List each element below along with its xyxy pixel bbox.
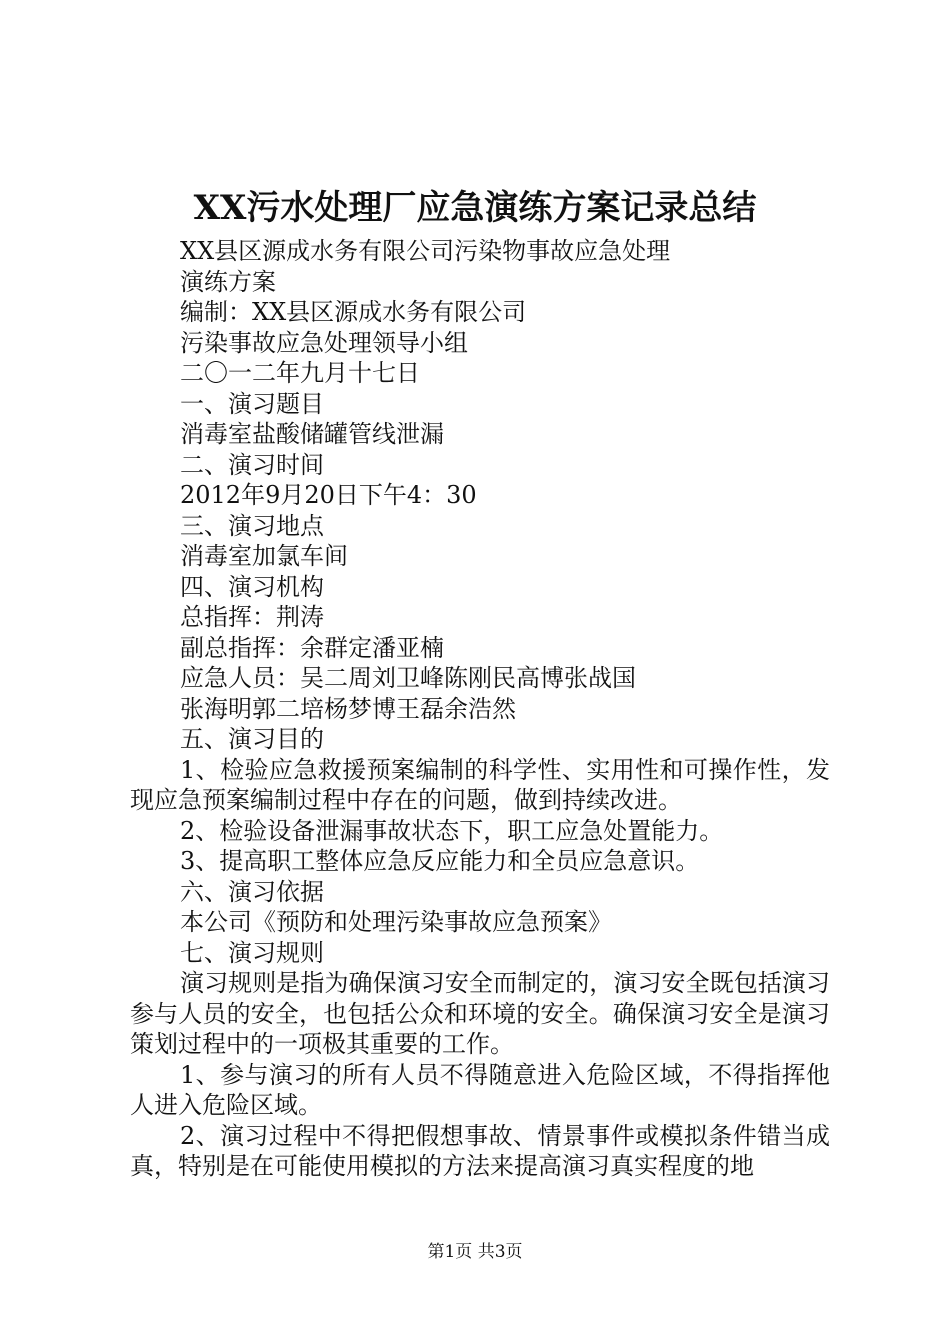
section-text: 消毒室盐酸储罐管线泄漏 bbox=[180, 420, 444, 448]
section-text: 本公司《预防和处理污染事故应急预案》 bbox=[180, 908, 612, 936]
section-heading: 四、演习机构 bbox=[180, 572, 324, 601]
section-text: 副总指挥：余群定潘亚楠 bbox=[180, 633, 444, 662]
section-heading: 三、演习地点 bbox=[180, 511, 324, 540]
page-number-footer: 第1页 共3页 bbox=[427, 1242, 523, 1262]
date-line: 二〇一二年九月十七日 bbox=[180, 359, 420, 387]
paragraph: 1、参与演习的所有人员不得随意进入危险区域，不得指挥他人进入危险区域。 bbox=[130, 1060, 830, 1119]
paragraph: 2、检验设备泄漏事故状态下，职工应急处置能力。 bbox=[180, 816, 724, 845]
section-heading: 二、演习时间 bbox=[180, 450, 324, 479]
header-line: 演练方案 bbox=[180, 267, 276, 296]
paragraph: 演习规则是指为确保演习安全而制定的，演习安全既包括演习参与人员的安全，也包括公众和环境的安全。确保演习安全是演习策划过程中的一项极其重要的工作。 bbox=[130, 969, 830, 1058]
section-text: 总指挥：荆涛 bbox=[180, 603, 324, 631]
author-line: 编制：XX县区源成水务有限公司 bbox=[180, 298, 527, 326]
paragraph: 2、演习过程中不得把假想事故、情景事件或模拟条件错当成真，特别是在可能使用模拟的方法来提高演习真实程度的地 bbox=[130, 1121, 830, 1180]
section-heading: 七、演习规则 bbox=[180, 938, 324, 967]
author-line: 污染事故应急处理领导小组 bbox=[180, 328, 468, 357]
document-title: XX污水处理厂应急演练方案记录总结 bbox=[193, 188, 757, 228]
section-heading: 六、演习依据 bbox=[180, 877, 324, 906]
section-text: 消毒室加氯车间 bbox=[180, 542, 348, 570]
header-line: XX县区源成水务有限公司污染物事故应急处理 bbox=[180, 237, 671, 265]
section-text: 应急人员：吴二周刘卫峰陈刚民高博张战国 bbox=[180, 664, 636, 692]
section-heading: 五、演习目的 bbox=[180, 725, 324, 753]
paragraph: 3、提高职工整体应急反应能力和全员应急意识。 bbox=[180, 847, 700, 875]
paragraph: 1、检验应急救援预案编制的科学性、实用性和可操作性，发现应急预案编制过程中存在的问题，做到持续改进。 bbox=[130, 755, 830, 814]
section-text: 2012年9月20日下午4：30 bbox=[180, 481, 477, 509]
section-heading: 一、演习题目 bbox=[180, 389, 324, 418]
document-body bbox=[130, 236, 830, 1182]
section-text: 张海明郭二培杨梦博王磊余浩然 bbox=[180, 694, 516, 723]
